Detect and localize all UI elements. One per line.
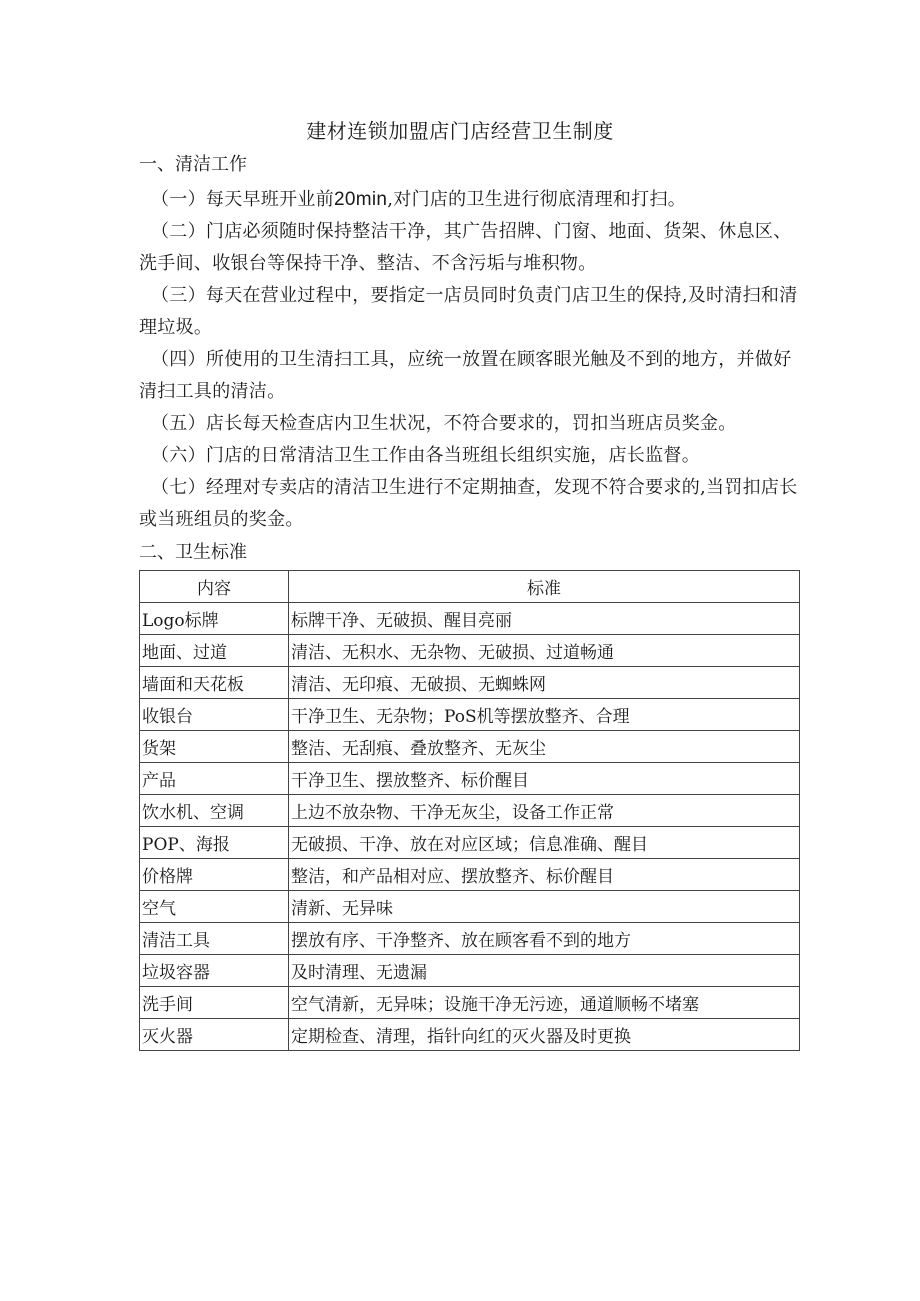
table-cell-standard: 及时清理、无遗漏 [289,955,800,987]
table-row [140,955,800,987]
table-header-row [140,571,800,603]
table-cell-standard: 标牌干净、无破损、醒目亮丽 [289,603,800,635]
table-cell-standard: 定期检查、清理，指针向红的灭火器及时更换 [289,1019,800,1051]
cleaning-item-1-prefix: （一）每天早班开业前 [151,189,334,210]
table-cell-standard: 干净卫生、摆放整齐、标价醒目 [289,763,800,795]
section-cleaning-work [139,150,801,568]
table-row [140,923,800,955]
cleaning-item-4: （四）所使用的卫生清扫工具，应统一放置在顾客眼光触及不到的地方，并做好清扫工具的清洁。 [139,349,792,402]
table-cell-standard: 整洁，和产品相对应、摆放整齐、标价醒目 [289,859,800,891]
cleaning-item-7: （七）经理对专卖店的清洁卫生进行不定期抽查，发现不符合要求的,当罚扣店长或当班组员的奖金。 [139,477,798,530]
document-title: 建材连锁加盟店门店经营卫生制度 [306,119,614,143]
table-cell-item: 货架 [140,731,289,763]
table-cell-item: 墙面和天花板 [140,667,289,699]
table-cell-standard: 整洁、无刮痕、叠放整齐、无灰尘 [289,731,800,763]
cleaning-item-1-suffix: ,对门店的卫生进行彻底清理和打扫。 [387,189,687,210]
cleaning-item-1-duration: 20min [334,189,388,210]
table-cell-standard: 上边不放杂物、干净无灰尘，设备工作正常 [289,795,800,827]
table-cell-standard: 清洁、无印痕、无破损、无蜘蛛网 [289,667,800,699]
table-cell-item: 收银台 [140,699,289,731]
cleaning-item-5: （五）店长每天检查店内卫生状况，不符合要求的，罚扣当班店员奖金。 [151,413,737,434]
table-cell-standard: 摆放有序、干净整齐、放在顾客看不到的地方 [289,923,800,955]
table-cell-item: 灭火器 [140,1019,289,1051]
cleaning-item-2: （二）门店必须随时保持整洁干净，其广告招牌、门窗、地面、货架、休息区、洗手间、收银台等保持干净、整洁、不含污垢与堆积物。 [139,221,792,274]
cleaning-item-3: （三）每天在营业过程中，要指定一店员同时负责门店卫生的保持,及时清扫和清理垃圾。 [139,285,798,338]
table-cell-standard: 干净卫生、无杂物；PoS机等摆放整齐、合理 [289,699,800,731]
table-body [140,603,800,1051]
table-row [140,987,800,1019]
table-cell-item: 垃圾容器 [140,955,289,987]
table-cell-item: 空气 [140,891,289,923]
table-cell-item: 洗手间 [140,987,289,1019]
table-cell-standard: 空气清新，无异味；设施干净无污迹，通道顺畅不堵塞 [289,987,800,1019]
table-cell-item: 饮水机、空调 [140,795,289,827]
table-row [140,1019,800,1051]
table-cell-item: 清洁工具 [140,923,289,955]
table-row [140,603,800,635]
section-heading-standards: 二、卫生标准 [139,542,247,563]
table-cell-item: 地面、过道 [140,635,289,667]
table-row [140,635,800,667]
table-row [140,795,800,827]
table-row [140,699,800,731]
table-cell-standard: 清新、无异味 [289,891,800,923]
table-cell-item: POP、海报 [140,827,289,859]
table-row [140,891,800,923]
table-cell-standard: 清洁、无积水、无杂物、无破损、过道畅通 [289,635,800,667]
table-row [140,667,800,699]
table-row [140,827,800,859]
table-row [140,731,800,763]
table-cell-item: Logo标牌 [140,603,289,635]
section-heading-cleaning: 一、清洁工作 [139,154,247,175]
table-row [140,859,800,891]
cleaning-item-1 [139,184,801,216]
table-row [140,763,800,795]
table-cell-standard: 无破损、干净、放在对应区域；信息准确、醒目 [289,827,800,859]
table-cell-item: 产品 [140,763,289,795]
hygiene-standards-table [139,570,800,1051]
cleaning-item-6: （六）门店的日常清洁卫生工作由各当班组长组织实施，店长监督。 [151,445,700,466]
table-header-standard: 标准 [289,571,800,603]
table-cell-item: 价格牌 [140,859,289,891]
table-header-content: 内容 [140,571,289,603]
